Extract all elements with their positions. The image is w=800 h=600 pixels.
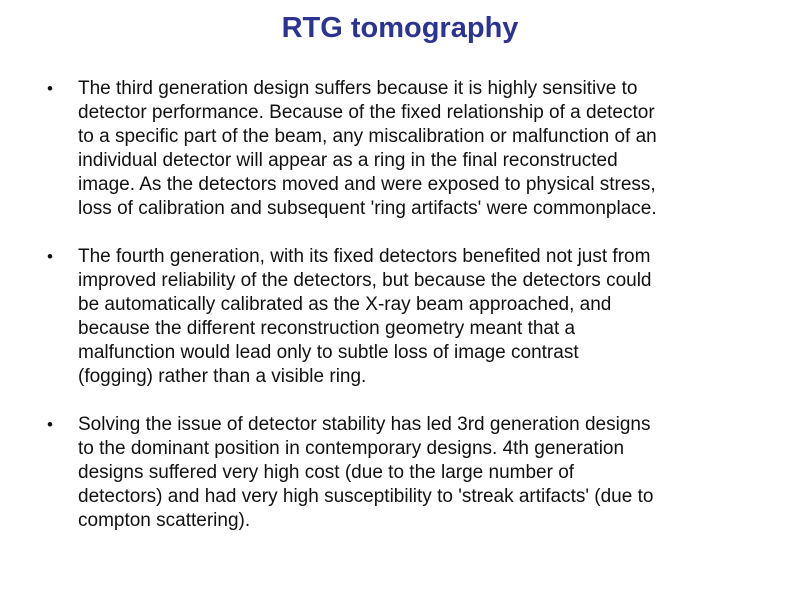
bullet-text-3	[78, 413, 767, 533]
text-line: compton scattering).	[78, 510, 251, 531]
text-line: to the dominant position in contemporary designs. 4th generation	[78, 438, 625, 459]
text-line: detector performance. Because of the fixed relationship of a detector	[78, 102, 655, 123]
bullet-icon: •	[47, 415, 53, 434]
text-line: Solving the issue of detector stability has led 3rd generation designs	[78, 414, 651, 435]
text-line: designs suffered very high cost (due to the large number of	[78, 462, 575, 483]
bullet-icon: •	[47, 79, 53, 98]
text-line: improved reliability of the detectors, but because the detectors could	[78, 270, 652, 291]
text-line: The third generation design suffers because it is highly sensitive to	[78, 78, 638, 99]
slide-title: RTG tomography	[281, 12, 519, 44]
text-line: detectors) and had very high susceptibility to 'streak artifacts' (due to	[78, 486, 654, 507]
bullet-list	[47, 77, 767, 557]
text-line: malfunction would lead only to subtle loss of image contrast	[78, 342, 579, 363]
text-line: The fourth generation, with its fixed detectors benefited not just from	[78, 246, 651, 267]
text-line: loss of calibration and subsequent 'ring artifacts' were commonplace.	[78, 198, 657, 219]
bullet-item-1	[47, 77, 767, 221]
text-line: to a specific part of the beam, any miscalibration or malfunction of an	[78, 126, 657, 147]
bullet-item-3	[47, 413, 767, 533]
text-line: image. As the detectors moved and were exposed to physical stress,	[78, 174, 656, 195]
bullet-text-1	[78, 77, 767, 221]
bullet-text-2	[78, 245, 767, 389]
bullet-icon: •	[47, 247, 53, 266]
text-line: individual detector will appear as a ring in the final reconstructed	[78, 150, 618, 171]
text-line: (fogging) rather than a visible ring.	[78, 366, 367, 387]
text-line: because the different reconstruction geometry meant that a	[78, 318, 576, 339]
text-line: be automatically calibrated as the X-ray beam approached, and	[78, 294, 612, 315]
bullet-item-2	[47, 245, 767, 389]
